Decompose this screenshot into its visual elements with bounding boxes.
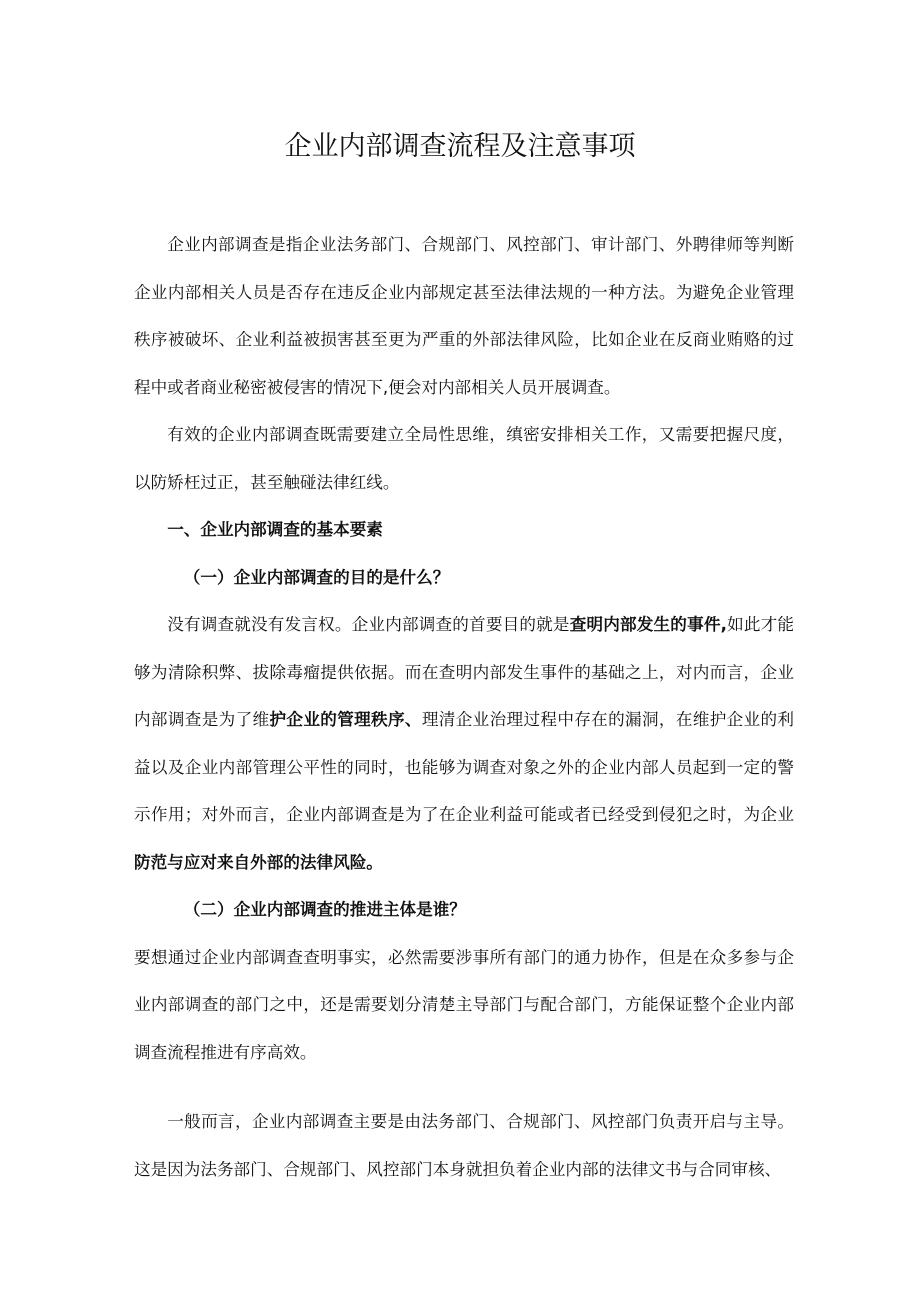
text-run: 没有调查就没有发言权。企业内部调查的首要目的就是 [167,615,570,634]
text-run: 如此才能够为清除积弊、拔除毒瘤提供依据。而在查明内部发生事件的基础之上，对内而言，企业内部调查是为了维 [134,615,795,729]
intro-paragraph-2: 有效的企业内部调查既需要建立全局性思维，缜密安排相关工作，又需要把握尺度，以防矫枉过正，甚至触碰法律红线。 [134,425,794,492]
intro-paragraph-1: 企业内部调查是指企业法务部门、合规部门、风控部门、审计部门、外聘律师等判断企业内部相关人员是否存在违反企业内部规定甚至法律法规的一种方法。为避免企业管理秩序被破坏、企业利益被损害甚至更为严重的外部法律风险，比如企业在反商业贿赂的过程中或者商业秘密被侵害的情况下,便会对内部相关人员开展调查。 [134,235,794,397]
purpose-paragraph [134,601,794,886]
subject-paragraph-1: 要想通过企业内部调查查明事实，必然需要涉事所有部门的通力协作，但是在众多参与企业内部调查的部门之中，还是需要划分清楚主导部门与配合部门，方能保证整个企业内部调查流程推进有序高效。 [134,947,794,1062]
document-body [134,221,794,1193]
text-run: 理清企业治理过程中存在的漏洞，在维护企业的利益以及企业内部管理公平性的同时，也能够为调查对象之外的企业内部人员起到一定的警示作用；对外而言，企业内部调查是为了在企业利益可能或者已经受到侵犯之时，为企业 [134,710,795,824]
bold-text-run: 查明内部发生的事件, [569,615,727,634]
section-heading-1: 一、企业内部调查的基本要素 [167,520,383,539]
document-title: 企业内部调查流程及注意事项 [284,131,636,162]
bold-text-run: 护企业的管理秩序、 [269,710,422,729]
bold-text-run: 防范与应对来自外部的法律风险。 [134,852,383,872]
subsection-heading-1: （一）企业内部调查的目的是什么？ [183,567,450,587]
subsection-heading-2: （二）企业内部调查的推进主体是谁？ [183,900,466,919]
subject-paragraph-2: 一般而言，企业内部调查主要是由法务部门、合规部门、风控部门负责开启与主导。这是因为法务部门、合规部门、风控部门本身就担负着企业内部的法律文书与合同审核、 [134,1112,794,1179]
